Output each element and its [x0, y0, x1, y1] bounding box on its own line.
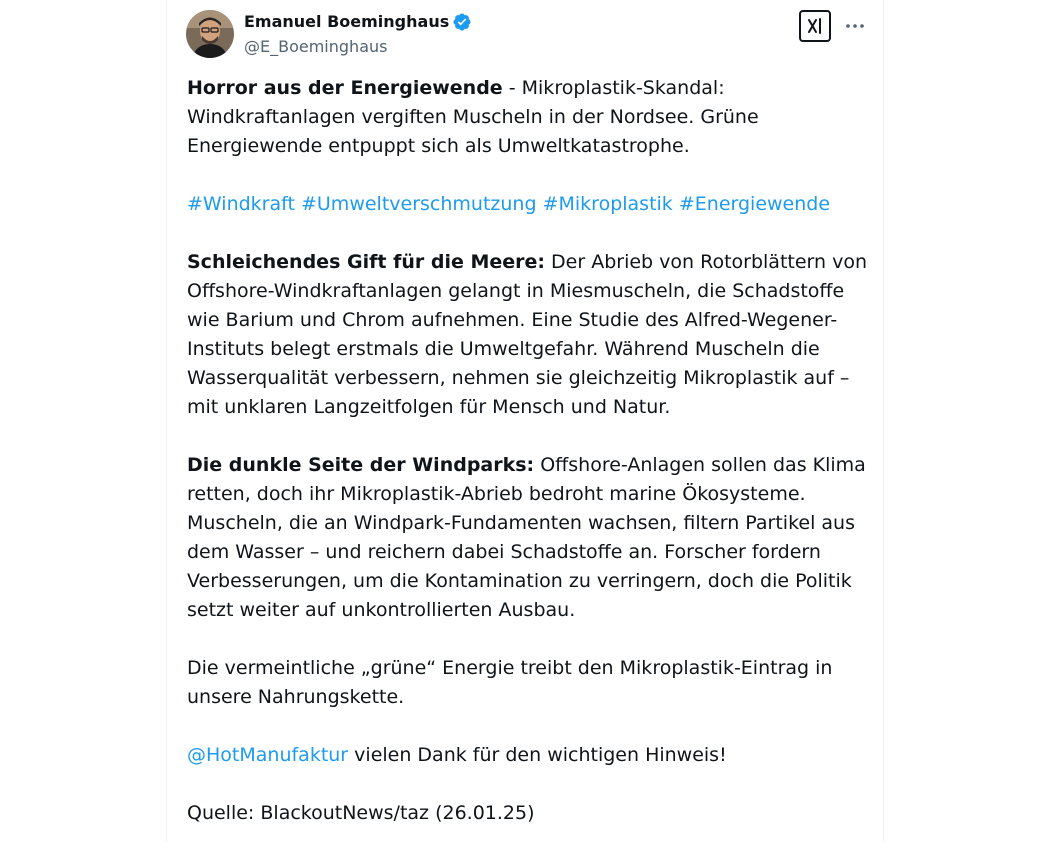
paragraph-text: Der Abrieb von Rotorblättern von Offshore-Windkraftanlagen gelangt in Miesmuscheln, die Schadstoffe wie Barium und Chrom aufnehmen. Eine Studie des Alfred-Wegener-Instituts belegt erstmals die Umweltgefahr. Während Muscheln die Wasserqualität verbessern, nehmen sie gleichzeitig Mikroplastik auf – mit unklaren Langzeitfolgen für Mensch und Natur.: [187, 251, 867, 418]
more-options-button[interactable]: [843, 14, 867, 38]
tweet-paragraph-1: [187, 74, 871, 161]
author-handle[interactable]: @E_Boeminghaus: [244, 37, 388, 56]
hashtag-energiewende[interactable]: #Energiewende: [678, 193, 831, 215]
avatar[interactable]: [186, 10, 234, 58]
more-options-icon: [846, 23, 864, 29]
section-heading: Schleichendes Gift für die Meere:: [187, 251, 545, 273]
author-row: [244, 11, 472, 33]
tweet-card: [166, 0, 884, 842]
hashtag-umweltverschmutzung[interactable]: #Umweltverschmutzung: [300, 193, 537, 215]
paragraph-text: vielen Dank für den wichtigen Hinweis!: [348, 744, 727, 766]
tweet-paragraph-5: [187, 741, 871, 770]
grok-button[interactable]: [799, 10, 831, 42]
tweet-text: [187, 74, 871, 857]
source-line: Quelle: BlackoutNews/taz (26.01.25): [187, 802, 535, 824]
verified-badge-icon[interactable]: [452, 12, 472, 32]
hashtag-windkraft[interactable]: #Windkraft: [187, 193, 295, 215]
grok-icon: [805, 16, 825, 36]
tweet-paragraph-2: [187, 248, 871, 422]
tweet-paragraph-4: Die vermeintliche „grüne“ Energie treibt den Mikroplastik-Eintrag in unsere Nahrungskette.: [187, 657, 833, 708]
author-name[interactable]: Emanuel Boeminghaus: [244, 12, 450, 31]
tweet-paragraph-3: [187, 451, 871, 625]
headline: Horror aus der Energiewende: [187, 77, 503, 99]
avatar-image: [186, 10, 234, 58]
paragraph-text: - Mikroplastik-Skandal: Windkraftanlagen vergiften Muscheln in der Nordsee. Grüne Energiewende entpuppt sich als Umweltkatastrophe.: [187, 77, 759, 157]
paragraph-text: Offshore-Anlagen sollen das Klima retten, doch ihr Mikroplastik-Abrieb bedroht marine Ökosysteme. Muscheln, die an Windpark-Fundamenten wachsen, filtern Partikel aus dem Wasser – und reichern dabei Schadstoffe an. Forscher fordern Verbesserungen, um die Kontamination zu verringern, doch die Politik setzt weiter auf unkontrollierten Ausbau.: [187, 454, 866, 621]
hashtag-list: [187, 190, 871, 219]
hashtag-mikroplastik[interactable]: #Mikroplastik: [542, 193, 673, 215]
mention-link[interactable]: @HotManufaktur: [187, 744, 349, 766]
section-heading: Die dunkle Seite der Windparks:: [187, 454, 535, 476]
